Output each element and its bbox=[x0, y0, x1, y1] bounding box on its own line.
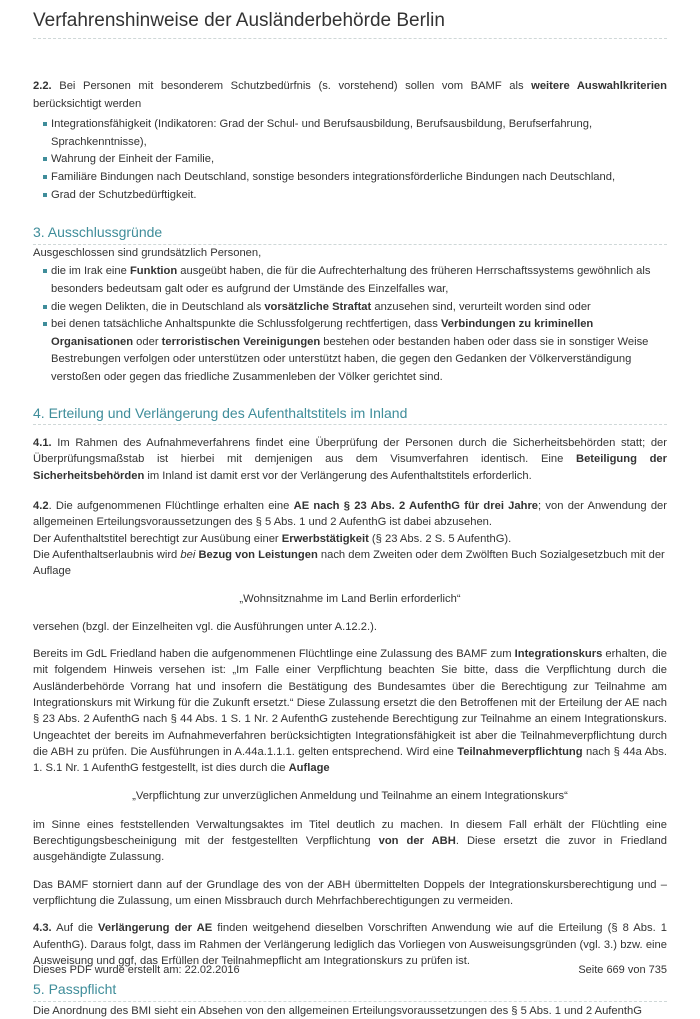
page-footer bbox=[33, 964, 667, 976]
created-date: Dieses PDF wurde erstellt am: 22.02.2016 bbox=[33, 964, 240, 976]
list-item: die wegen Delikten, die in Deutschland als vorsätzliche Straftat anzusehen sind, verurteilt worden sind oder bbox=[45, 299, 667, 317]
paragraph-bamf: Das BAMF storniert dann auf der Grundlage des von der ABH übermittelten Doppels der Integrationskursberechtigung und –verpflichtung die Zulassung, um einen Missbrauch durch Mehrfachberechtigungen zu vermeiden. bbox=[33, 878, 667, 907]
criteria-list bbox=[33, 116, 667, 204]
list-item: Grad der Schutzbedürftigkeit. bbox=[45, 187, 667, 205]
quote-integration: „Verpflichtung zur unverzüglichen Anmeldung und Teilnahme an einem Integrationskurs“ bbox=[132, 790, 568, 803]
page-number: Seite 669 von 735 bbox=[578, 964, 667, 976]
paragraph-4-1: 4.1. Im Rahmen des Aufnahmeverfahrens findet eine Überprüfung der Personen durch die Sicherheitsbehörden statt; der Überprüfungsmaßstab ist hierbei mit demjenigen aus dem Visumverfahren identisch. Eine Beteiligung der Sicherheitsbehörden im Inland ist damit erst vor der Verlängerung des Aufenthaltstitels erforderlich. bbox=[33, 437, 667, 482]
paragraph-4-3: 4.3. Auf die Verlängerung der AE finden weitgehend dieselben Vorschriften Anwendung wie auf die Erteilung (§ 8 Abs. 1 AufenthG). Daraus folgt, dass im Rahmen der Verlängerung lediglich das Vorliegen von Ausweisungsgründen (vgl. 3.) bzw. eine Ausweisung und ggf, das Erfüllen der Teilnahmepflicht am Integrationskurs zu prüfen ist. bbox=[33, 922, 667, 967]
section-heading: 5. Passpflicht bbox=[33, 981, 667, 1002]
list-item: Integrationsfähigkeit (Indikatoren: Grad der Schul- und Berufsausbildung, Berufsausbildung, Berufserfahrung, Sprachkenntnisse), bbox=[45, 116, 667, 151]
list-item: Wahrung der Einheit der Familie, bbox=[45, 151, 667, 169]
document-title: Verfahrenshinweise der Ausländerbehörde Berlin bbox=[33, 10, 667, 39]
document-header bbox=[33, 10, 667, 39]
list-item: die im Irak eine Funktion ausgeübt haben, die für die Aufrechterhaltung des früheren Herrschaftssystems gewöhnlich als besonders bedeutsam galt oder es aufgrund der Umstände des Einzelfalles war, bbox=[45, 263, 667, 298]
paragraph-after-quote: versehen (bzgl. der Einzelheiten vgl. die Ausführungen unter A.12.2.). bbox=[33, 620, 377, 633]
section-heading: 3. Ausschlussgründe bbox=[33, 224, 667, 245]
paragraph-certificate: im Sinne eines feststellenden Verwaltungsaktes im Titel deutlich zu machen. In diesem Fall erhält der Flüchtling eine Berechtigungsbescheinigung mit der festgestellten Verpflichtung von der ABH. Diese ersetzt die zuvor in Friedland ausgehändigte Zulassung. bbox=[33, 818, 667, 864]
section-4 bbox=[33, 405, 667, 970]
paragraph-2-2: 2.2. Bei Personen mit besonderem Schutzbedürfnis (s. vorstehend) sollen vom BAMF als weitere Auswahlkriterien berücksichtigt werden bbox=[33, 80, 667, 110]
list-item: Familiäre Bindungen nach Deutschland, sonstige besonders integrationsförderliche Bindungen nach Deutschland, bbox=[45, 169, 667, 187]
section-intro: Ausgeschlossen sind grundsätzlich Personen, bbox=[33, 246, 262, 259]
paragraph-4-2-employment: Der Aufenthaltstitel berechtigt zur Ausübung einer Erwerbstätigkeit (§ 23 Abs. 2 S. 5 AufenthG). bbox=[33, 532, 512, 545]
section-heading: 4. Erteilung und Verlängerung des Aufenthaltstitels im Inland bbox=[33, 405, 667, 426]
paragraph-4-2-benefits: Die Aufenthaltserlaubnis wird bei Bezug von Leistungen nach dem Zweiten oder dem Zwölften Buch Sozialgesetzbuch mit der Auflage bbox=[33, 548, 665, 578]
exclusion-list bbox=[33, 263, 667, 386]
document-body bbox=[33, 78, 667, 1019]
section-3 bbox=[33, 224, 667, 386]
paragraph-friedland: Bereits im GdL Friedland haben die aufgenommenen Flüchtlinge eine Zulassung des BAMF zum Integrationskurs erhalten, die mit folgendem Hinweis versehen ist: „Im Falle einer Verpflichtung beachten Sie bitte, dass die Verpflichtung durch die Ausländerbehörde Vorrang hat und insofern die Bestätigung des Bundesamtes über die Berechtigung zur Teilnahme am Integrationskurs mit Wirkung für die Zukunft ersetzt.“ Diese Zulassung ersetzt die den Betroffenen mit der Erteilung der AE nach § 23 Abs. 2 AufenthG nach § 44 Abs. 1 S. 1 Nr. 2 AufenthG zustehende Berechtigung zur Teilnahme an einem Integrationskurs. Ungeachtet der bereits im Aufnahmeverfahren berücksichtigten Integrationsfähigkeit ist aber die Teilnahmeverpflichtung durch die ABH zu prüfen. Die Ausführungen in A.44a.1.1.1. gelten entsprechend. Wird eine Teilnahmeverpflichtung nach § 44a Abs. 1. S.1 Nr. 1 AufenthG festgestellt, ist dies durch die Auflage bbox=[33, 648, 667, 775]
section-5 bbox=[33, 981, 667, 1019]
quote-residence: „Wohnsitznahme im Land Berlin erforderlich“ bbox=[239, 593, 461, 606]
paragraph-5: Die Anordnung des BMI sieht ein Absehen von den allgemeinen Erteilungsvoraussetzungen des § 5 Abs. 1 und 2 AufenthG bbox=[33, 1004, 642, 1017]
section-number: 2.2. bbox=[33, 80, 52, 92]
list-item: bei denen tatsächliche Anhaltspunkte die Schlussfolgerung rechtfertigen, dass Verbindungen zu kriminellen Organisationen oder terroristischen Vereinigungen bestehen oder bestanden haben oder dass sie in sonstiger Weise Bestrebungen verfolgen oder unterstützen oder unterstützt haben, die gegen den Gedanken der Völkerverständigung verstoßen oder gegen das friedliche Zusammenleben der Völker gerichtet sind. bbox=[45, 316, 667, 386]
paragraph-4-2: 4.2. Die aufgenommenen Flüchtlinge erhalten eine AE nach § 23 Abs. 2 AufenthG für drei Jahre; von der Anwendung der allgemeinen Erteilungsvoraussetzungen des § 5 Abs. 1 und 2 AufenthG ist dabei abzusehen. bbox=[33, 499, 668, 529]
